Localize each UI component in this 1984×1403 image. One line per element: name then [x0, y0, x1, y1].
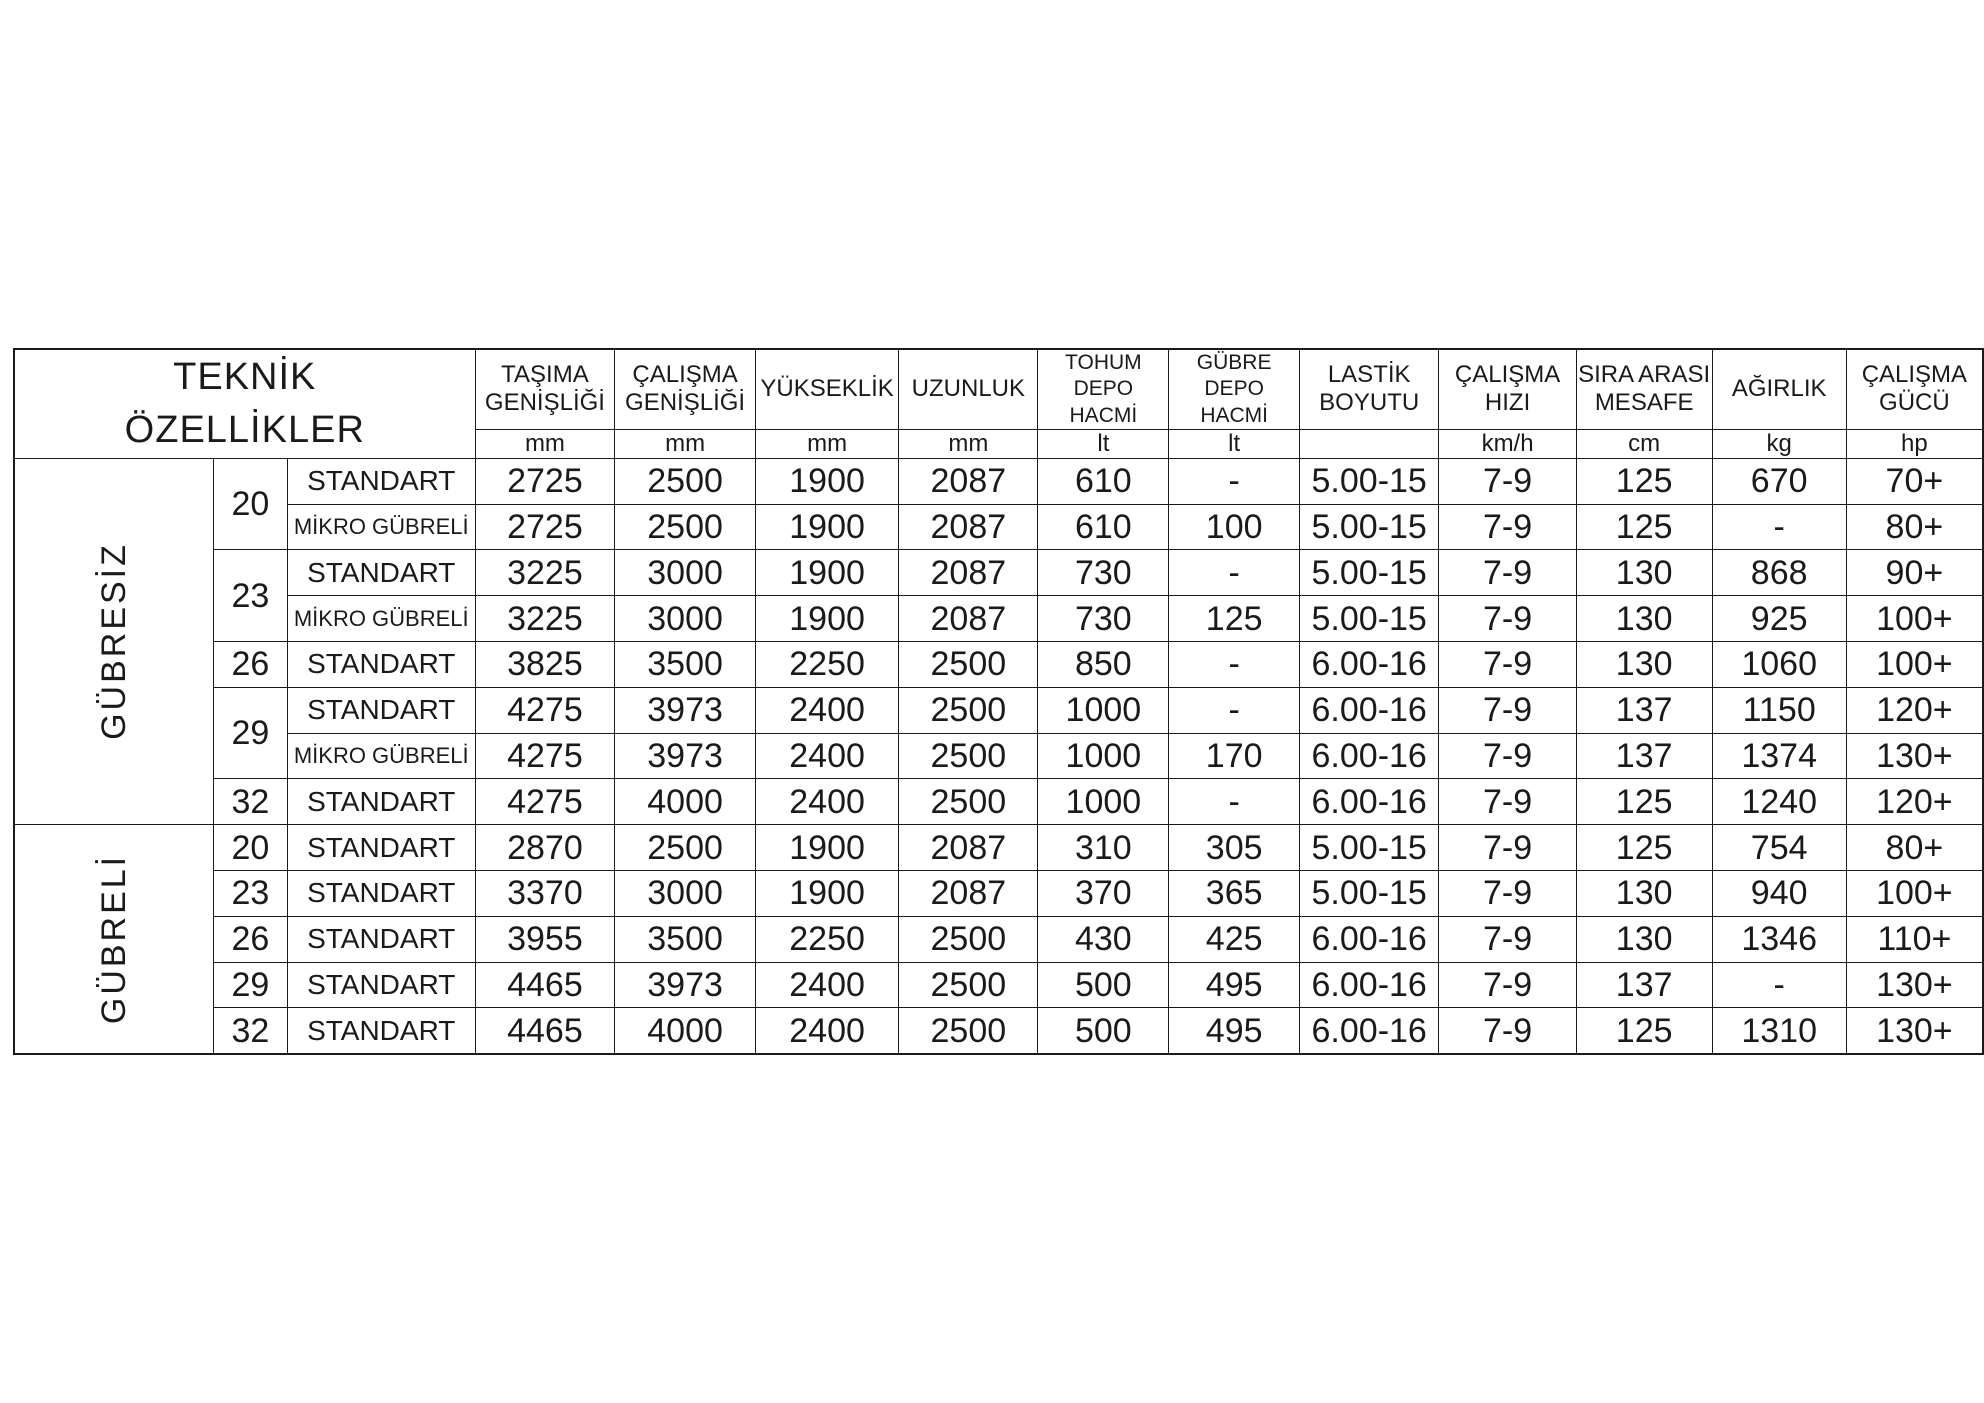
- column-header-line-1: TOHUM: [1065, 351, 1142, 374]
- spec-value: 1240: [1712, 779, 1846, 825]
- spec-value: 4465: [475, 962, 615, 1008]
- spec-value: 110+: [1846, 916, 1983, 962]
- model-name: STANDART: [287, 962, 475, 1008]
- machine-size: 26: [213, 641, 287, 687]
- model-name: STANDART: [287, 687, 475, 733]
- column-header-line-1: YÜKSEKLİK: [760, 374, 894, 402]
- column-header: [1038, 349, 1169, 429]
- column-unit: lt: [1169, 429, 1300, 458]
- spec-value: 670: [1712, 458, 1846, 504]
- column-header: [1299, 349, 1438, 429]
- spec-value: 3973: [615, 962, 756, 1008]
- spec-value: 610: [1038, 458, 1169, 504]
- spec-value: 425: [1169, 916, 1300, 962]
- spec-value: 2500: [615, 458, 756, 504]
- spec-value: 130: [1576, 641, 1712, 687]
- spec-value: 125: [1576, 504, 1712, 550]
- spec-value: 1060: [1712, 641, 1846, 687]
- machine-size: 32: [213, 1008, 287, 1054]
- model-name: STANDART: [287, 916, 475, 962]
- machine-size: 29: [213, 687, 287, 779]
- column-header-line-1: LASTİK: [1327, 360, 1411, 388]
- machine-size: 23: [213, 870, 287, 916]
- spec-value: 7-9: [1439, 733, 1576, 779]
- spec-value: 3500: [615, 916, 756, 962]
- spec-value: 310: [1038, 825, 1169, 871]
- spec-value: 1900: [755, 458, 898, 504]
- spec-value: 5.00-15: [1299, 458, 1438, 504]
- spec-value: 1900: [755, 596, 898, 642]
- column-unit: mm: [899, 429, 1038, 458]
- column-header: [755, 349, 898, 429]
- spec-value: 2500: [899, 687, 1038, 733]
- spec-value: 4275: [475, 733, 615, 779]
- spec-value: 125: [1169, 596, 1300, 642]
- spec-value: 7-9: [1439, 825, 1576, 871]
- spec-value: 7-9: [1439, 641, 1576, 687]
- spec-value: 2725: [475, 458, 615, 504]
- column-unit: mm: [615, 429, 756, 458]
- model-name: STANDART: [287, 825, 475, 871]
- column-unit: [1299, 429, 1438, 458]
- table-row: [14, 916, 1983, 962]
- table-row: [14, 733, 1983, 779]
- spec-value: 2087: [899, 550, 1038, 596]
- spec-value: 125: [1576, 779, 1712, 825]
- column-unit: km/h: [1439, 429, 1576, 458]
- spec-value: 7-9: [1439, 779, 1576, 825]
- spec-value: 500: [1038, 962, 1169, 1008]
- spec-value: 305: [1169, 825, 1300, 871]
- column-header-line-2: BOYUTU: [1319, 389, 1420, 417]
- column-header-line-1: ÇALIŞMA: [632, 360, 738, 388]
- spec-value: 2500: [899, 779, 1038, 825]
- spec-value: 80+: [1846, 504, 1983, 550]
- spec-value: 3225: [475, 596, 615, 642]
- header-row: [14, 349, 1983, 429]
- spec-value: 3955: [475, 916, 615, 962]
- spec-value: 100+: [1846, 596, 1983, 642]
- spec-value: 7-9: [1439, 870, 1576, 916]
- column-header-line-1: TAŞIMA: [501, 360, 589, 388]
- spec-value: 6.00-16: [1299, 779, 1438, 825]
- spec-value: -: [1169, 687, 1300, 733]
- spec-value: 2250: [755, 916, 898, 962]
- machine-size: 20: [213, 825, 287, 871]
- column-header-line-2: GENİŞLİĞİ: [625, 389, 746, 417]
- spec-value: 5.00-15: [1299, 550, 1438, 596]
- spec-value: 1900: [755, 504, 898, 550]
- spec-value: 2500: [899, 641, 1038, 687]
- spec-value: 137: [1576, 687, 1712, 733]
- spec-value: 100+: [1846, 870, 1983, 916]
- spec-value: 610: [1038, 504, 1169, 550]
- spec-value: 3370: [475, 870, 615, 916]
- spec-value: 2087: [899, 825, 1038, 871]
- spec-value: 2087: [899, 870, 1038, 916]
- spec-value: 125: [1576, 1008, 1712, 1054]
- spec-value: 3500: [615, 641, 756, 687]
- column-header-line-1: SIRA ARASI: [1578, 360, 1711, 388]
- spec-value: 925: [1712, 596, 1846, 642]
- spec-value: -: [1712, 962, 1846, 1008]
- spec-value: 2500: [899, 962, 1038, 1008]
- spec-value: 130: [1576, 550, 1712, 596]
- column-header: [475, 349, 615, 429]
- spec-value: -: [1169, 550, 1300, 596]
- spec-value: -: [1169, 458, 1300, 504]
- spec-value: 500: [1038, 1008, 1169, 1054]
- spec-value: 940: [1712, 870, 1846, 916]
- column-header-line-1: AĞIRLIK: [1731, 374, 1827, 402]
- column-header-line-1: ÇALIŞMA: [1454, 360, 1561, 388]
- spec-value: 130: [1576, 870, 1712, 916]
- column-unit: mm: [475, 429, 615, 458]
- model-name: STANDART: [287, 870, 475, 916]
- column-unit: cm: [1576, 429, 1712, 458]
- column-header: [1846, 349, 1983, 429]
- table-row: [14, 504, 1983, 550]
- spec-value: 6.00-16: [1299, 687, 1438, 733]
- column-header: [1439, 349, 1576, 429]
- spec-value: 7-9: [1439, 596, 1576, 642]
- spec-value: 495: [1169, 962, 1300, 1008]
- spec-value: 7-9: [1439, 550, 1576, 596]
- spec-value: 1900: [755, 550, 898, 596]
- spec-value: 3000: [615, 596, 756, 642]
- spec-value: 2250: [755, 641, 898, 687]
- technical-specs-table: [13, 348, 1984, 1055]
- model-name: MİKRO GÜBRELİ: [287, 733, 475, 779]
- table-row: [14, 458, 1983, 504]
- table-row: [14, 1008, 1983, 1054]
- spec-value: 125: [1576, 458, 1712, 504]
- spec-value: 1000: [1038, 733, 1169, 779]
- spec-value: 2400: [755, 962, 898, 1008]
- column-header-line-2: GÜCÜ: [1879, 389, 1950, 417]
- spec-value: 70+: [1846, 458, 1983, 504]
- spec-value: 2400: [755, 779, 898, 825]
- spec-value: 3225: [475, 550, 615, 596]
- model-name: MİKRO GÜBRELİ: [287, 504, 475, 550]
- spec-value: 6.00-16: [1299, 1008, 1438, 1054]
- spec-value: 3000: [615, 550, 756, 596]
- spec-value: 850: [1038, 641, 1169, 687]
- spec-value: 3973: [615, 687, 756, 733]
- spec-value: 5.00-15: [1299, 825, 1438, 871]
- spec-value: 100+: [1846, 641, 1983, 687]
- spec-value: 4000: [615, 1008, 756, 1054]
- table-row: [14, 825, 1983, 871]
- spec-value: 125: [1576, 825, 1712, 871]
- model-name: STANDART: [287, 779, 475, 825]
- model-name: STANDART: [287, 1008, 475, 1054]
- spec-value: 120+: [1846, 687, 1983, 733]
- machine-size: 23: [213, 550, 287, 642]
- spec-value: 2087: [899, 596, 1038, 642]
- column-unit: hp: [1846, 429, 1983, 458]
- machine-size: 26: [213, 916, 287, 962]
- spec-value: 2400: [755, 1008, 898, 1054]
- spec-value: 3973: [615, 733, 756, 779]
- spec-value: 2500: [615, 504, 756, 550]
- spec-value: 80+: [1846, 825, 1983, 871]
- spec-value: 4275: [475, 779, 615, 825]
- spec-value: 3000: [615, 870, 756, 916]
- spec-value: 6.00-16: [1299, 733, 1438, 779]
- spec-value: 130+: [1846, 1008, 1983, 1054]
- column-unit: lt: [1038, 429, 1169, 458]
- spec-value: 90+: [1846, 550, 1983, 596]
- spec-value: 137: [1576, 962, 1712, 1008]
- column-header-line-2: DEPO HACMİ: [1200, 377, 1268, 427]
- column-header: [1712, 349, 1846, 429]
- spec-value: 5.00-15: [1299, 596, 1438, 642]
- spec-value: 170: [1169, 733, 1300, 779]
- column-unit: mm: [755, 429, 898, 458]
- spec-value: 2087: [899, 458, 1038, 504]
- column-header-line-2: GENİŞLİĞİ: [484, 389, 605, 417]
- spec-value: 4000: [615, 779, 756, 825]
- spec-value: 2500: [899, 733, 1038, 779]
- spec-value: 2725: [475, 504, 615, 550]
- column-header: [1169, 349, 1300, 429]
- spec-value: 1900: [755, 825, 898, 871]
- spec-value: 495: [1169, 1008, 1300, 1054]
- machine-size: 29: [213, 962, 287, 1008]
- spec-value: 2400: [755, 733, 898, 779]
- table-row: [14, 779, 1983, 825]
- spec-value: 4275: [475, 687, 615, 733]
- table-row: [14, 962, 1983, 1008]
- column-header-line-1: UZUNLUK: [911, 374, 1025, 402]
- model-name: STANDART: [287, 641, 475, 687]
- spec-value: 1150: [1712, 687, 1846, 733]
- spec-value: 4465: [475, 1008, 615, 1054]
- table-row: [14, 550, 1983, 596]
- machine-size: 20: [213, 458, 287, 550]
- spec-value: 6.00-16: [1299, 962, 1438, 1008]
- spec-value: 868: [1712, 550, 1846, 596]
- spec-value: 7-9: [1439, 687, 1576, 733]
- title-line-2: ÖZELLİKLER: [124, 408, 365, 451]
- spec-value: -: [1169, 779, 1300, 825]
- group-label: [14, 458, 213, 824]
- spec-value: 7-9: [1439, 962, 1576, 1008]
- spec-value: 365: [1169, 870, 1300, 916]
- spec-value: 730: [1038, 550, 1169, 596]
- spec-value: 7-9: [1439, 504, 1576, 550]
- spec-value: 2500: [899, 916, 1038, 962]
- table-row: [14, 870, 1983, 916]
- group-name: GÜBRELİ: [94, 853, 133, 1025]
- column-header-line-1: ÇALIŞMA: [1861, 360, 1968, 388]
- spec-value: 130+: [1846, 733, 1983, 779]
- spec-value: 370: [1038, 870, 1169, 916]
- model-name: STANDART: [287, 458, 475, 504]
- spec-value: 137: [1576, 733, 1712, 779]
- spec-value: 2400: [755, 687, 898, 733]
- group-label: [14, 825, 213, 1054]
- spec-value: 730: [1038, 596, 1169, 642]
- machine-size: 32: [213, 779, 287, 825]
- spec-value: 130+: [1846, 962, 1983, 1008]
- column-unit: kg: [1712, 429, 1846, 458]
- spec-value: 754: [1712, 825, 1846, 871]
- spec-value: 2087: [899, 504, 1038, 550]
- column-header: [1576, 349, 1712, 429]
- spec-value: 7-9: [1439, 458, 1576, 504]
- spec-value: 2500: [615, 825, 756, 871]
- spec-value: 1900: [755, 870, 898, 916]
- spec-value: 5.00-15: [1299, 504, 1438, 550]
- table-row: [14, 596, 1983, 642]
- column-header-line-1: GÜBRE: [1196, 351, 1272, 374]
- column-header: [899, 349, 1038, 429]
- spec-value: 1000: [1038, 687, 1169, 733]
- model-name: STANDART: [287, 550, 475, 596]
- column-header-line-2: DEPO HACMİ: [1069, 377, 1138, 427]
- column-header-line-2: MESAFE: [1594, 389, 1694, 417]
- title-line-1: TEKNİK: [173, 355, 317, 398]
- table-row: [14, 641, 1983, 687]
- column-header: [615, 349, 756, 429]
- spec-value: 5.00-15: [1299, 870, 1438, 916]
- spec-value: 1310: [1712, 1008, 1846, 1054]
- column-header-line-2: HIZI: [1484, 389, 1531, 417]
- spec-value: 130: [1576, 596, 1712, 642]
- spec-value: 1346: [1712, 916, 1846, 962]
- spec-value: 120+: [1846, 779, 1983, 825]
- spec-value: 6.00-16: [1299, 916, 1438, 962]
- table-title: [14, 349, 475, 458]
- spec-value: 430: [1038, 916, 1169, 962]
- model-name: MİKRO GÜBRELİ: [287, 596, 475, 642]
- group-name: GÜBRESİZ: [94, 542, 133, 741]
- spec-value: 3825: [475, 641, 615, 687]
- spec-value: 7-9: [1439, 1008, 1576, 1054]
- spec-value: 2870: [475, 825, 615, 871]
- spec-value: -: [1169, 641, 1300, 687]
- spec-value: 2500: [899, 1008, 1038, 1054]
- spec-value: 7-9: [1439, 916, 1576, 962]
- spec-value: 1000: [1038, 779, 1169, 825]
- table-row: [14, 687, 1983, 733]
- spec-value: 6.00-16: [1299, 641, 1438, 687]
- spec-value: 1374: [1712, 733, 1846, 779]
- spec-value: -: [1712, 504, 1846, 550]
- spec-value: 100: [1169, 504, 1300, 550]
- spec-value: 130: [1576, 916, 1712, 962]
